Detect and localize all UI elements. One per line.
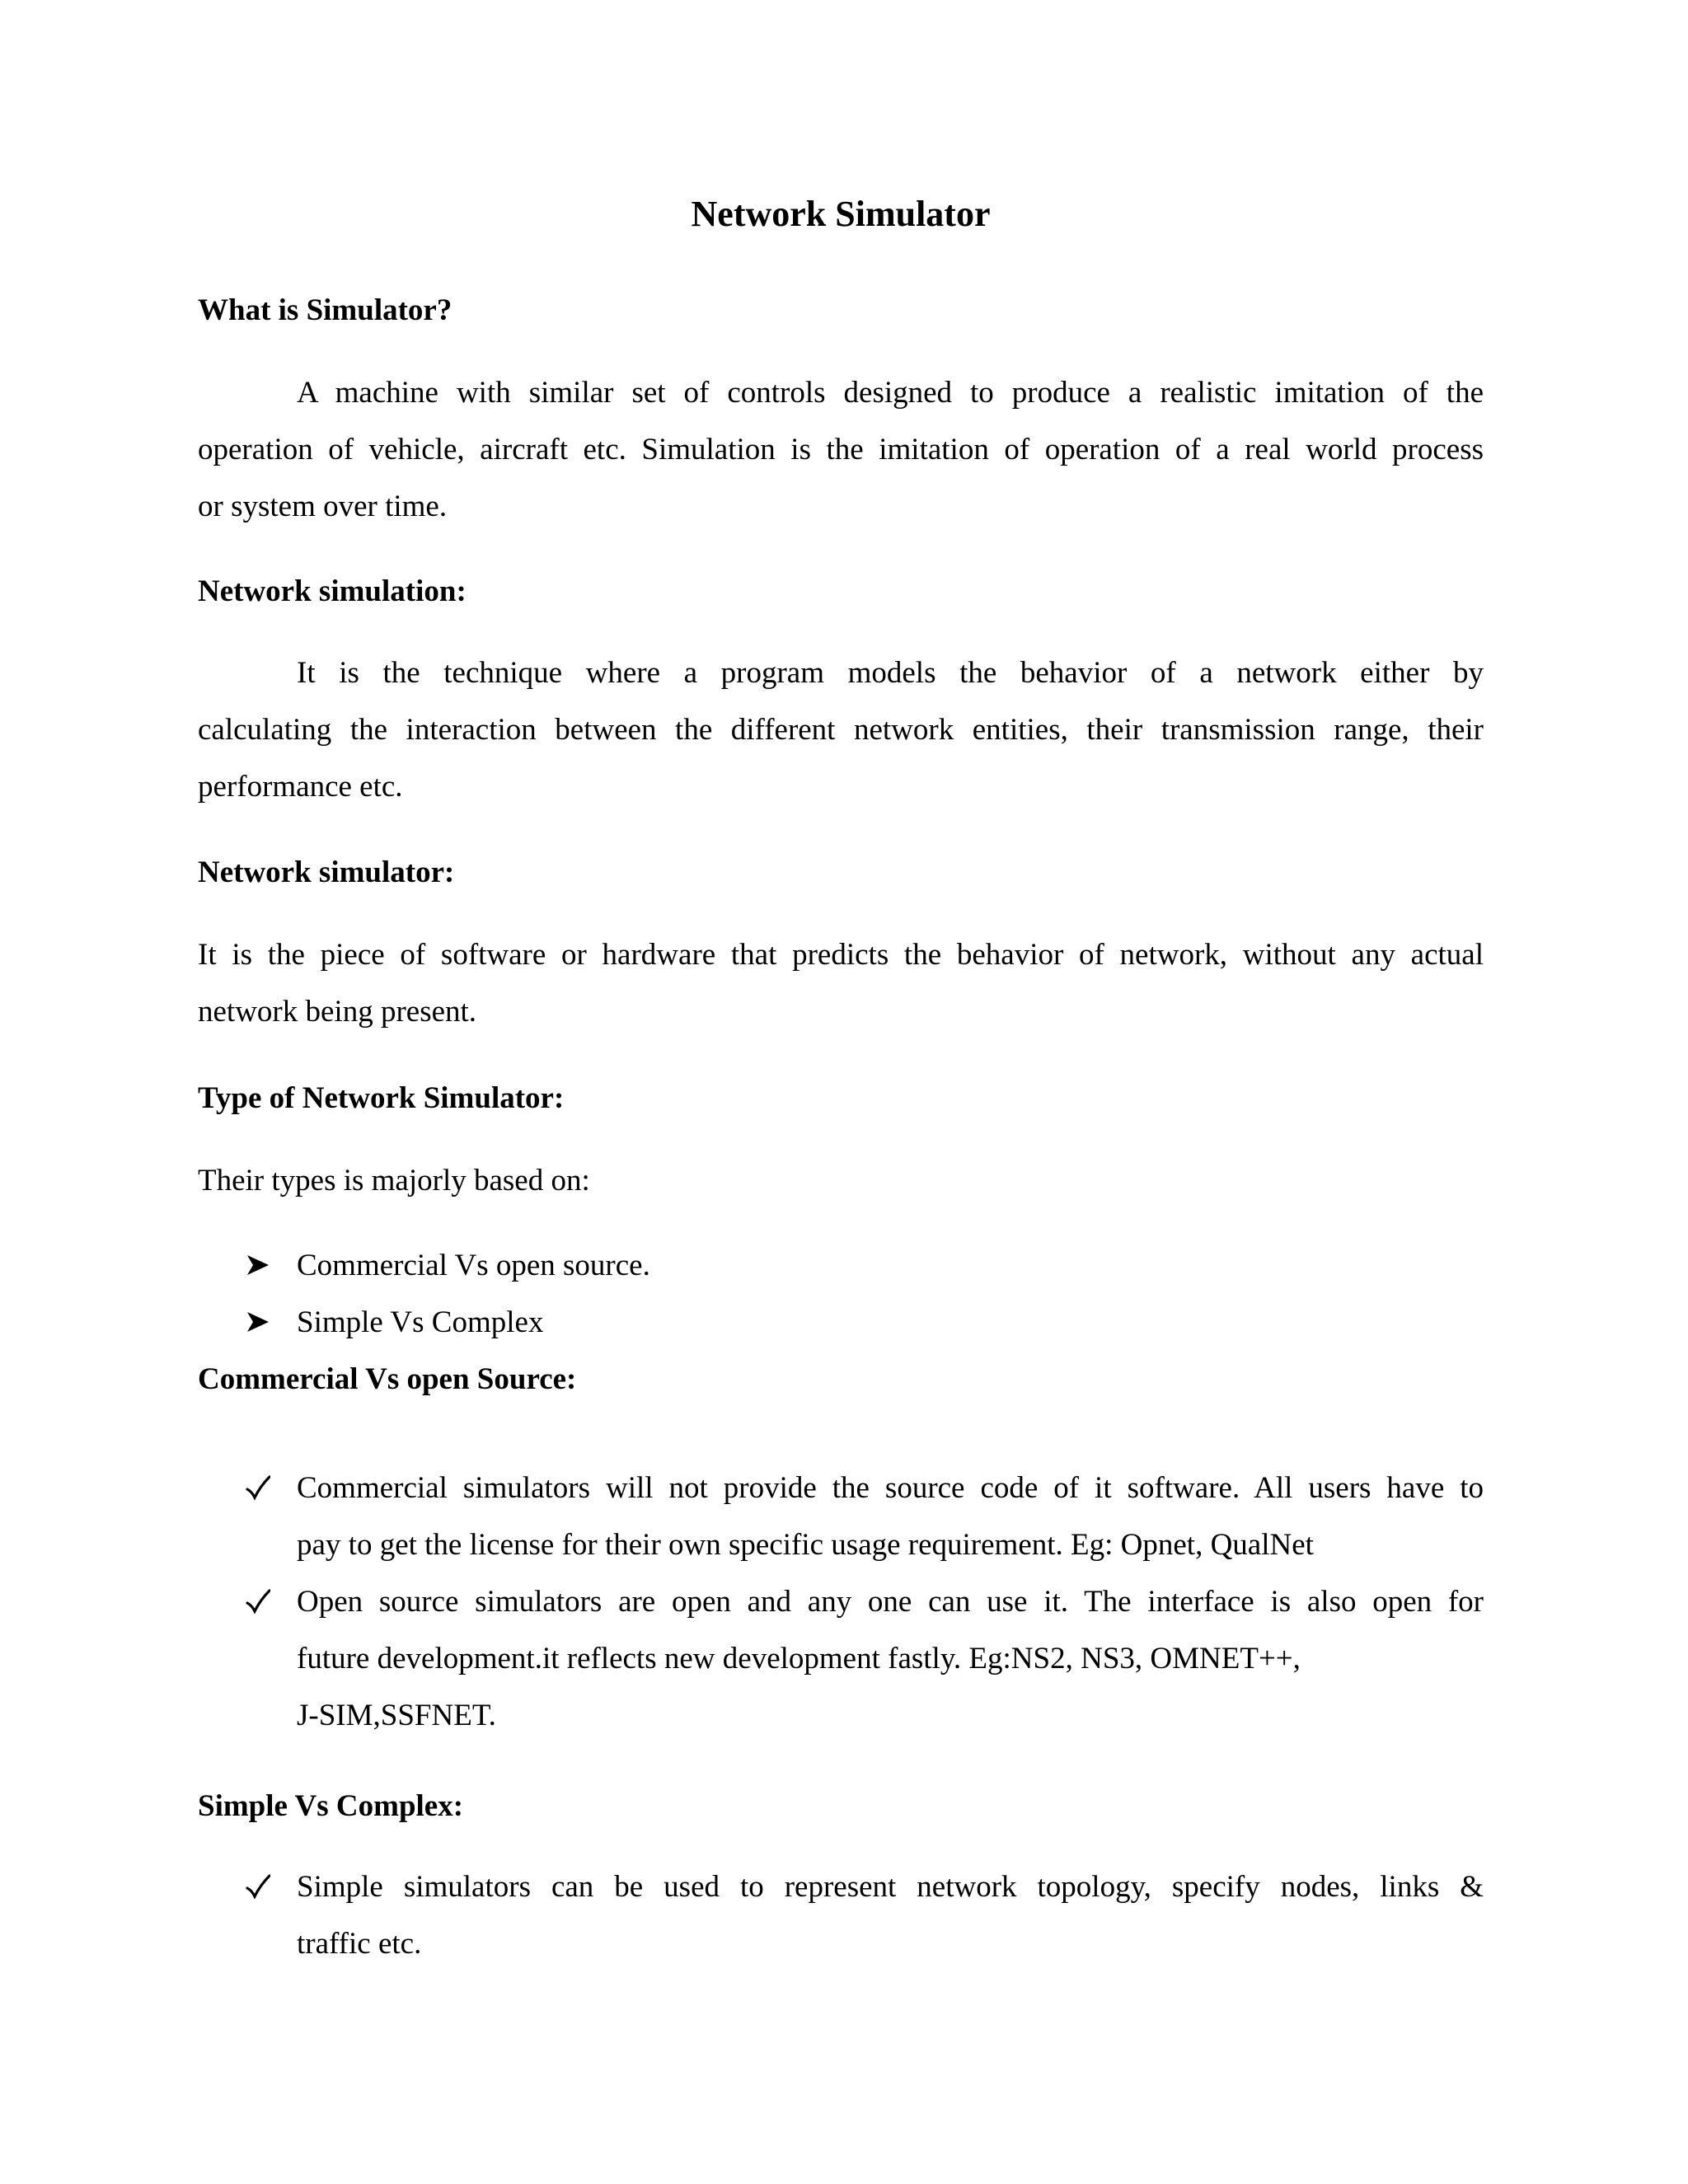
arrow-list-item-text: Simple Vs Complex: [297, 1305, 544, 1339]
section-heading-what-is-simulator: What is Simulator?: [198, 293, 452, 327]
paragraph-line: It is the piece of software or hardware that predicts the behavior of network, without any actual: [198, 938, 1484, 972]
checkmark-icon: [246, 1460, 279, 1516]
arrow-bullet-list: [198, 1237, 1484, 1351]
paragraph-line: It is the technique where a program models the behavior of a network either by: [297, 656, 1484, 690]
check-list-item-line: traffic etc.: [297, 1927, 422, 1961]
arrow-list-item-text: Commercial Vs open source.: [297, 1249, 650, 1282]
section-heading-network-simulator: Network simulator:: [198, 855, 455, 889]
paragraph-line: network being present.: [198, 995, 477, 1029]
check-list-item-line: Commercial simulators will not provide the source code of it software. All users have to: [297, 1471, 1484, 1505]
paragraph-line: Their types is majorly based on:: [198, 1164, 590, 1197]
section-heading-simple-vs-complex: Simple Vs Complex:: [198, 1789, 464, 1823]
page-title: Network Simulator: [691, 194, 991, 234]
paragraph-line: A machine with similar set of controls designed to produce a realistic imitation of the: [297, 376, 1484, 410]
arrow-bullet-icon: [246, 1237, 279, 1294]
check-list-item-line: Open source simulators are open and any one can use it. The interface is also open for: [297, 1585, 1484, 1619]
paragraph-line: operation of vehicle, aircraft etc. Simulation is the imitation of operation of a real world process: [198, 433, 1484, 466]
check-list-item-line: pay to get the license for their own specific usage requirement. Eg: Opnet, QualNet: [297, 1528, 1314, 1562]
check-bullet-list-simple: [198, 1858, 1484, 1972]
section-heading-network-simulation: Network simulation:: [198, 574, 467, 608]
paragraph-network-simulator: [198, 926, 1484, 1040]
paragraph-line: calculating the interaction between the different network entities, their transmission range, their: [198, 713, 1484, 747]
checkmark-icon: [246, 1858, 279, 1915]
paragraph-line: performance etc.: [198, 770, 403, 804]
section-heading-commercial-vs-open-source: Commercial Vs open Source:: [198, 1362, 577, 1396]
section-heading-type-of-network-simulator: Type of Network Simulator:: [198, 1081, 565, 1115]
paragraph-network-simulation: [198, 644, 1484, 815]
arrow-list-item: [198, 1237, 1484, 1294]
check-list-item: [198, 1858, 1484, 1972]
check-list-item: [198, 1460, 1484, 1573]
arrow-list-item: [198, 1294, 1484, 1351]
check-list-item-line: future development.it reflects new development fastly. Eg:NS2, NS3, OMNET++,: [297, 1642, 1301, 1675]
check-list-item-line: J-SIM,SSFNET.: [297, 1699, 496, 1732]
paragraph-line: or system over time.: [198, 490, 448, 523]
arrow-bullet-icon: [246, 1294, 279, 1351]
paragraph-what-is-simulator: [198, 364, 1484, 535]
check-list-item: [198, 1573, 1484, 1744]
check-list-item-line: Simple simulators can be used to represent network topology, specify nodes, links &: [297, 1870, 1484, 1904]
check-bullet-list-commercial: [198, 1460, 1484, 1744]
paragraph-types-intro: [198, 1152, 1484, 1209]
checkmark-icon: [246, 1573, 279, 1630]
